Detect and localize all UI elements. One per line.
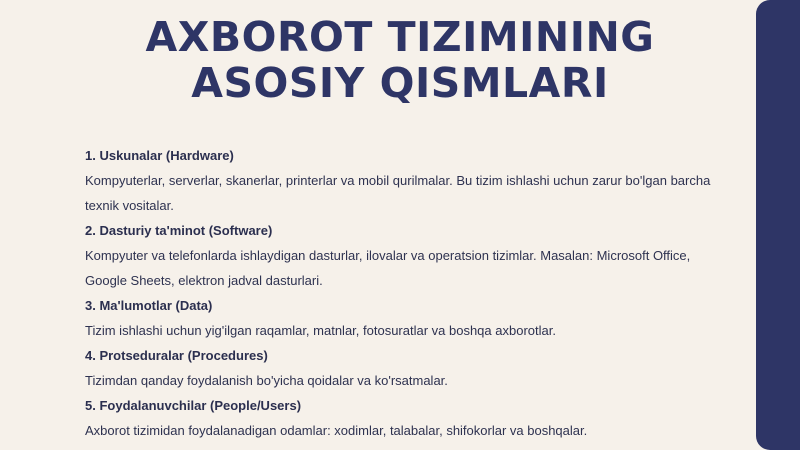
section-body: Tizim ishlashi uchun yig'ilgan raqamlar, matnlar, fotosuratlar va boshqa axborotlar. <box>85 323 556 338</box>
section-body: Axborot tizimidan foydalanadigan odamlar: xodimlar, talabalar, shifokorlar va boshqalar. <box>85 423 588 438</box>
section-heading: 3. Ma'lumotlar (Data) <box>85 298 213 313</box>
section-software <box>85 218 725 293</box>
section-heading: 5. Foydalanuvchilar (People/Users) <box>85 398 302 413</box>
section-hardware <box>85 143 725 218</box>
page-title-line-1: AXBOROT TIZIMINING <box>145 13 655 61</box>
section-body: Kompyuter va telefonlarda ishlaydigan dasturlar, ilovalar va operatsion tizimlar. Masalan: Microsoft Office, Google Sheets, elektron jadval dasturlari. <box>85 248 691 288</box>
section-body: Tizimdan qanday foydalanish bo'yicha qoidalar va ko'rsatmalar. <box>85 373 448 388</box>
section-procedures <box>85 343 725 393</box>
section-data <box>85 293 725 343</box>
page-title <box>20 14 780 106</box>
section-heading: 2. Dasturiy ta'minot (Software) <box>85 223 273 238</box>
section-body: Kompyuterlar, serverlar, skanerlar, printerlar va mobil qurilmalar. Bu tizim ishlashi uchun zarur bo'lgan barcha texnik vositalar. <box>85 173 711 213</box>
content-list <box>85 143 725 443</box>
section-users <box>85 393 725 443</box>
page-title-line-2: ASOSIY QISMLARI <box>191 59 609 107</box>
section-heading: 1. Uskunalar (Hardware) <box>85 148 234 163</box>
section-heading: 4. Protseduralar (Procedures) <box>85 348 268 363</box>
